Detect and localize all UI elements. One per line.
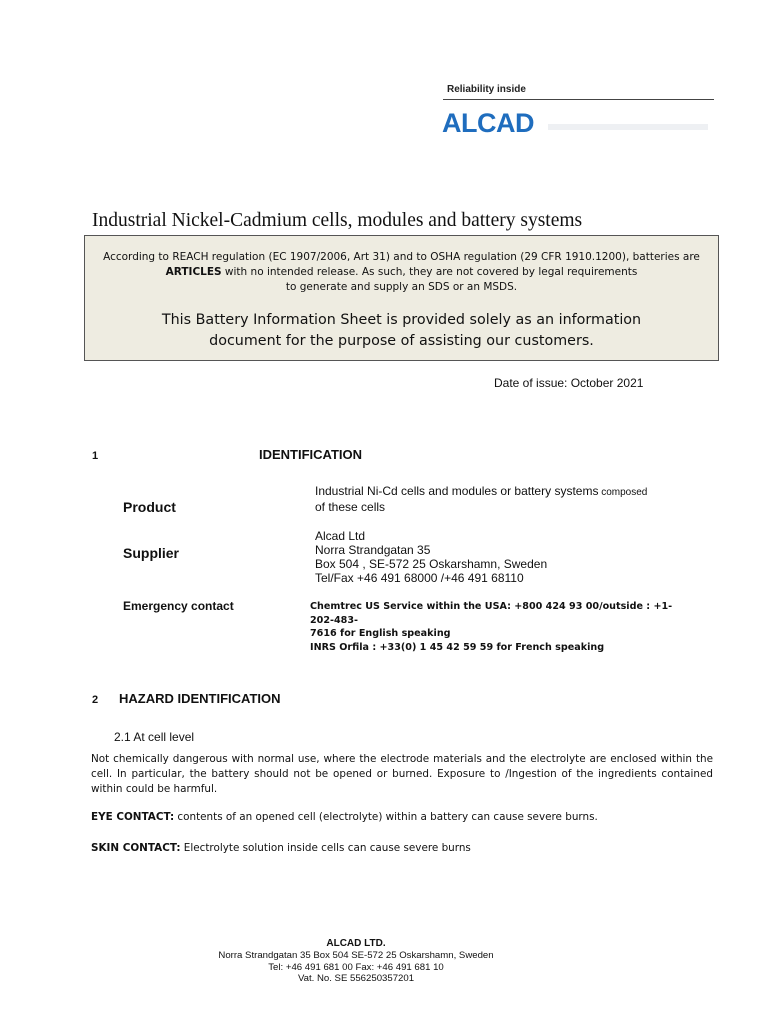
notice-line-1: According to REACH regulation (EC 1907/2006, Art 31) and to OSHA regulation (29 CFR 1910.1200), batteries are — [103, 251, 700, 263]
eye-contact — [91, 811, 598, 823]
supplier-value — [315, 529, 547, 585]
eye-contact-label: EYE CONTACT: — [91, 811, 175, 823]
emergency-contact-value — [310, 600, 690, 654]
notice-statement-2: document for the purpose of assisting our customers. — [209, 333, 594, 349]
header-divider — [443, 99, 714, 100]
product-label: Product — [123, 499, 176, 515]
skin-contact-label: SKIN CONTACT: — [91, 842, 181, 854]
emergency-contact-label: Emergency contact — [123, 599, 234, 613]
footer-address: Norra Strandgatan 35 Box 504 SE-572 25 Oskarshamn, Sweden — [218, 950, 494, 961]
hazard-paragraph: Not chemically dangerous with normal use, where the electrode materials and the electrolyte are enclosed within the cell. In particular, the battery should not be opened or burned. Exposure to /Ingestion of the ingredients contained within could be harmful. — [91, 753, 713, 795]
supplier-line: Tel/Fax +46 491 68000 /+46 491 68110 — [315, 571, 524, 585]
supplier-line: Alcad Ltd — [315, 529, 366, 543]
section-2-title: HAZARD IDENTIFICATION — [119, 691, 281, 706]
skin-contact-text: Electrolyte solution inside cells can cause severe burns — [180, 842, 471, 854]
footer-vat: Vat. No. SE 556250357201 — [297, 973, 415, 984]
notice-line-2 — [85, 266, 718, 278]
footer-company: ALCAD LTD. — [326, 938, 386, 949]
emergency-line: 7616 for English speaking — [310, 628, 451, 639]
product-value-b: of these cells — [315, 500, 386, 514]
document-title: Industrial Nickel-Cadmium cells, modules and battery systems — [92, 210, 583, 231]
eye-contact-text: contents of an opened cell (electrolyte) within a battery can cause severe burns. — [174, 811, 598, 823]
notice-line-2-rest: with no intended release. As such, they are not covered by legal requirements — [221, 266, 638, 278]
date-of-issue: Date of issue: October 2021 — [494, 376, 644, 390]
notice-articles: ARTICLES — [165, 266, 222, 278]
product-value-small: composed — [598, 487, 648, 498]
section-1-title: IDENTIFICATION — [259, 447, 363, 462]
notice-statement-1: This Battery Information Sheet is provided solely as an information — [161, 312, 642, 328]
notice-line-3: to generate and supply an SDS or an MSDS. — [285, 281, 518, 293]
supplier-line: Norra Strandgatan 35 — [315, 543, 431, 557]
product-value — [315, 484, 695, 514]
alcad-logo: ALCAD — [442, 108, 534, 138]
emergency-line: Chemtrec US Service within the USA: +800 424 93 00/outside : +1-202-483- — [310, 601, 673, 626]
section-2-number: 2 — [92, 694, 99, 706]
subsection-2-1: 2.1 At cell level — [114, 730, 195, 744]
skin-contact — [91, 842, 471, 854]
notice-box — [84, 235, 719, 361]
footer-phone: Tel: +46 491 681 00 Fax: +46 491 681 10 — [268, 962, 444, 973]
section-1-number: 1 — [92, 450, 99, 462]
logo-faint-tail — [548, 124, 708, 130]
tagline: Reliability inside — [447, 84, 526, 95]
emergency-line: INRS Orfila : +33(0) 1 45 42 59 59 for French speaking — [310, 641, 605, 653]
supplier-label: Supplier — [123, 545, 180, 561]
supplier-line: Box 504 , SE-572 25 Oskarshamn, Sweden — [315, 557, 548, 571]
product-value-a: Industrial Ni-Cd cells and modules or battery systems — [315, 484, 599, 498]
